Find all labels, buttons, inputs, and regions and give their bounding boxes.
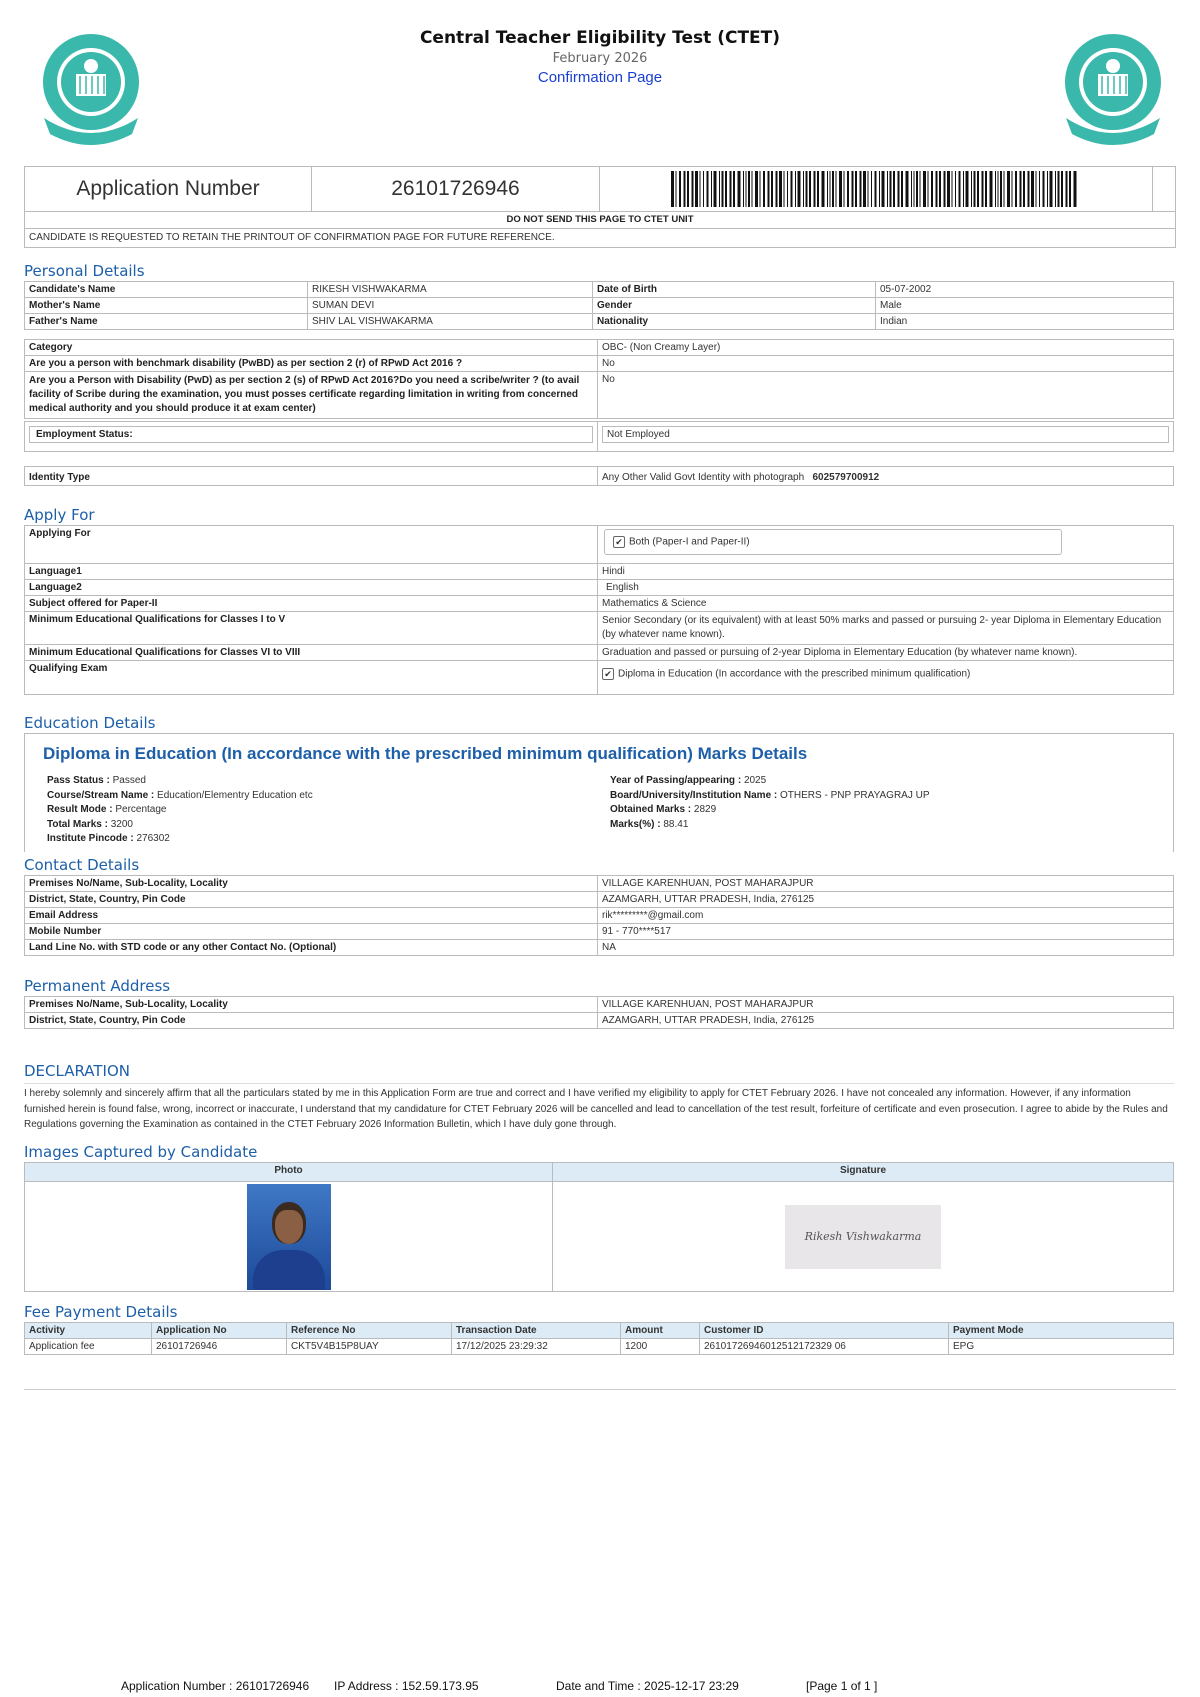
barcode-bar bbox=[971, 171, 972, 207]
education-box bbox=[24, 733, 1174, 852]
barcode-bar bbox=[1004, 171, 1005, 207]
education-field-value: Passed bbox=[112, 775, 146, 786]
barcode-bar bbox=[787, 171, 788, 207]
table-row bbox=[25, 282, 1174, 298]
barcode-bar bbox=[1039, 171, 1040, 207]
barcode-bar bbox=[798, 171, 801, 207]
footer-datetime: Date and Time : 2025-12-17 23:29 bbox=[556, 1679, 739, 1693]
declaration-heading: DECLARATION bbox=[24, 1062, 130, 1080]
education-field-label: Obtained Marks : bbox=[610, 804, 694, 815]
barcode-bar bbox=[1031, 171, 1034, 207]
application-number-value: 26101726946 bbox=[312, 167, 600, 211]
field-value: SUMAN DEVI bbox=[308, 298, 593, 314]
barcode-bar bbox=[1074, 171, 1077, 207]
barcode-bar bbox=[879, 171, 880, 207]
fee-payment-table bbox=[24, 1322, 1174, 1355]
min-qual-6-8-value: Graduation and passed or pursuing of 2-year Diploma in Elementary Education (by whatever name known). bbox=[598, 645, 1174, 661]
images-table bbox=[24, 1162, 1174, 1292]
qualifying-exam-value: Diploma in Education (In accordance with the prescribed minimum qualification) bbox=[618, 668, 971, 680]
barcode-bar bbox=[920, 171, 921, 207]
applying-for-label: Applying For bbox=[25, 526, 598, 564]
barcode-bar bbox=[923, 171, 926, 207]
education-right-column bbox=[610, 774, 1173, 847]
barcode-bar bbox=[730, 171, 732, 207]
field-label: Date of Birth bbox=[593, 282, 876, 298]
education-field-value: Percentage bbox=[115, 804, 167, 815]
table-cell: EPG bbox=[949, 1339, 1174, 1355]
barcode-bar bbox=[871, 171, 872, 207]
field-value: AZAMGARH, UTTAR PRADESH, India, 276125 bbox=[598, 1013, 1174, 1029]
barcode-bar bbox=[893, 171, 895, 207]
education-field bbox=[610, 774, 1173, 789]
field-label: Premises No/Name, Sub-Locality, Locality bbox=[25, 876, 598, 892]
barcode-bar bbox=[906, 171, 909, 207]
barcode-bar bbox=[746, 171, 747, 207]
barcode bbox=[600, 167, 1153, 211]
field-value: rik*********@gmail.com bbox=[598, 908, 1174, 924]
retain-note: CANDIDATE IS REQUESTED TO RETAIN THE PRINTOUT OF CONFIRMATION PAGE FOR FUTURE REFERENCE. bbox=[29, 232, 555, 243]
pwd-label: Are you a Person with Disability (PwD) as per section 2 (s) of RPwD Act 2016?Do you need a scribe/writer ? (to avail facility of Scribe during the examination, you must posses certificate regarding limitation in writing from concerned medical authority and you should produce it at exam center) bbox=[25, 372, 598, 419]
table-cell: 26101726946012512172329 06 bbox=[700, 1339, 949, 1355]
barcode-bar bbox=[939, 171, 941, 207]
barcode-bar bbox=[931, 171, 933, 207]
barcode-bar bbox=[1020, 171, 1022, 207]
education-field-label: Year of Passing/appearing : bbox=[610, 775, 744, 786]
barcode-bar bbox=[844, 171, 845, 207]
education-field-label: Result Mode : bbox=[47, 804, 116, 815]
category-table bbox=[24, 339, 1174, 419]
field-value: 91 - 770****517 bbox=[598, 924, 1174, 940]
table-row bbox=[25, 924, 1174, 940]
table-row bbox=[25, 908, 1174, 924]
barcode-bar bbox=[1028, 171, 1030, 207]
barcode-bar bbox=[995, 171, 996, 207]
min-qual-1-5-value: Senior Secondary (or its equivalent) with at least 50% marks and passed or pursuing 2- year Diploma in Elementary Education (by whatever name known). bbox=[598, 612, 1174, 645]
barcode-bar bbox=[875, 171, 877, 207]
education-field bbox=[47, 789, 610, 804]
barcode-bar bbox=[714, 171, 717, 207]
barcode-bar bbox=[901, 171, 903, 207]
barcode-bar bbox=[944, 171, 946, 207]
pwbd-label: Are you a person with benchmark disability (PwBD) as per section 2 (r) of RPwD Act 2016 ? bbox=[25, 356, 598, 372]
barcode-bar bbox=[1050, 171, 1053, 207]
table-row bbox=[25, 892, 1174, 908]
identity-table bbox=[24, 466, 1174, 486]
field-value: NA bbox=[598, 940, 1174, 956]
field-label: Mobile Number bbox=[25, 924, 598, 940]
declaration-text: I hereby solemnly and sincerely affirm that all the particulars stated by me in this Application Form are true and correct and I have verified my eligibility to apply for CTET February 2026. I have not concealed any information. However, if any information furnished herein is found false, wrong, incorrect or inaccurate, I understand that my candidature for CTET February 2026 will be cancelled and lead to cancellation of the test result, forfeiture of certificate and even prosecution. I agree to abide by the Rules and Regulations governing the Examination as contained in the CTET February 2026 Information Bulletin, which I have duly gone through. bbox=[24, 1083, 1174, 1133]
field-label: Nationality bbox=[593, 314, 876, 330]
personal-details-heading: Personal Details bbox=[24, 262, 145, 280]
table-cell: 1200 bbox=[621, 1339, 700, 1355]
education-field-value: 3200 bbox=[110, 818, 133, 830]
field-value: Male bbox=[876, 298, 1174, 314]
permanent-address-heading: Permanent Address bbox=[24, 977, 171, 995]
exam-title: Central Teacher Eligibility Test (CTET) bbox=[419, 28, 781, 48]
barcode-bar bbox=[748, 171, 750, 207]
contact-table bbox=[24, 875, 1174, 956]
divider bbox=[24, 1389, 1176, 1390]
barcode-bar bbox=[852, 171, 854, 207]
barcode-bar bbox=[711, 171, 712, 207]
photo-label: Photo bbox=[25, 1163, 553, 1182]
education-field-value: 276302 bbox=[136, 833, 170, 844]
barcode-bar bbox=[1007, 171, 1010, 207]
barcode-bar bbox=[707, 171, 709, 207]
barcode-bar bbox=[803, 171, 804, 207]
barcode-bar bbox=[952, 171, 953, 207]
table-row bbox=[25, 298, 1174, 314]
barcode-bar bbox=[963, 171, 964, 207]
barcode-bar bbox=[733, 171, 735, 207]
barcode-bar bbox=[776, 171, 778, 207]
language2-value: English bbox=[598, 580, 1174, 596]
identity-type: Any Other Valid Govt Identity with photograph bbox=[602, 472, 805, 483]
barcode-bar bbox=[700, 171, 701, 207]
barcode-bar bbox=[1043, 171, 1045, 207]
pwbd-value: No bbox=[598, 356, 1174, 372]
field-label: District, State, Country, Pin Code bbox=[25, 1013, 598, 1029]
barcode-bar bbox=[755, 171, 758, 207]
barcode-bar bbox=[959, 171, 961, 207]
column-header: Amount bbox=[621, 1323, 700, 1339]
candidate-signature: Rikesh Vishwakarma bbox=[785, 1205, 941, 1269]
barcode-bar bbox=[806, 171, 808, 207]
barcode-bar bbox=[817, 171, 819, 207]
barcode-bar bbox=[1055, 171, 1056, 207]
education-field-label: Board/University/Institution Name : bbox=[610, 789, 781, 801]
barcode-bar bbox=[830, 171, 831, 207]
column-header: Customer ID bbox=[700, 1323, 949, 1339]
table-row bbox=[25, 997, 1174, 1013]
column-header: Reference No bbox=[287, 1323, 452, 1339]
footer-ip-address: IP Address : 152.59.173.95 bbox=[334, 1679, 479, 1693]
barcode-bar bbox=[863, 171, 866, 207]
column-header: Payment Mode bbox=[949, 1323, 1174, 1339]
barcode-bar bbox=[703, 171, 704, 207]
barcode-bar bbox=[898, 171, 900, 207]
field-value: AZAMGARH, UTTAR PRADESH, India, 276125 bbox=[598, 892, 1174, 908]
table-cell: 17/12/2025 23:29:32 bbox=[452, 1339, 621, 1355]
barcode-bar bbox=[1015, 171, 1017, 207]
table-cell: 26101726946 bbox=[152, 1339, 287, 1355]
signature-label: Signature bbox=[553, 1163, 1174, 1182]
fee-payment-heading: Fee Payment Details bbox=[24, 1303, 178, 1321]
barcode-bar bbox=[827, 171, 828, 207]
applying-for-checkbox[interactable]: ✔ bbox=[613, 536, 625, 548]
pwd-value: No bbox=[598, 372, 1174, 419]
education-title: Diploma in Education (In accordance with the prescribed minimum qualification) Marks Details bbox=[43, 744, 808, 763]
barcode-bar bbox=[882, 171, 885, 207]
barcode-bar bbox=[977, 171, 979, 207]
table-row bbox=[25, 940, 1174, 956]
page-header bbox=[24, 28, 1176, 86]
column-header: Activity bbox=[25, 1323, 152, 1339]
field-label: Land Line No. with STD code or any other Contact No. (Optional) bbox=[25, 940, 598, 956]
barcode-bar bbox=[671, 171, 674, 207]
education-field-value: 2025 bbox=[743, 775, 767, 786]
field-value: RIKESH VISHWAKARMA bbox=[308, 282, 593, 298]
table-row bbox=[25, 876, 1174, 892]
barcode-bar bbox=[684, 171, 686, 207]
application-box bbox=[24, 166, 1176, 248]
application-number-label: Application Number bbox=[25, 167, 312, 211]
barcode-bar bbox=[847, 171, 849, 207]
barcode-bar bbox=[966, 171, 969, 207]
do-not-send-notice: DO NOT SEND THIS PAGE TO CTET UNIT bbox=[25, 212, 1175, 229]
qualifying-exam-checkbox[interactable]: ✔ bbox=[602, 668, 614, 680]
field-label: Gender bbox=[593, 298, 876, 314]
barcode-bar bbox=[692, 171, 694, 207]
education-field-label: Course/Stream Name : bbox=[47, 789, 158, 801]
column-header: Application No bbox=[152, 1323, 287, 1339]
barcode-bar bbox=[974, 171, 976, 207]
barcode-bar bbox=[955, 171, 956, 207]
footer-application-number: Application Number : 26101726946 bbox=[121, 1679, 310, 1693]
images-heading: Images Captured by Candidate bbox=[24, 1143, 258, 1161]
education-field-label: Total Marks : bbox=[47, 818, 111, 830]
permanent-table bbox=[24, 996, 1174, 1029]
barcode-bar bbox=[1069, 171, 1071, 207]
barcode-bar bbox=[679, 171, 681, 207]
barcode-bar bbox=[725, 171, 727, 207]
barcode-bar bbox=[791, 171, 793, 207]
field-value: Indian bbox=[876, 314, 1174, 330]
barcode-bar bbox=[832, 171, 834, 207]
barcode-bar bbox=[928, 171, 929, 207]
barcode-bar bbox=[771, 171, 773, 207]
field-label: Mother's Name bbox=[25, 298, 308, 314]
barcode-bar bbox=[1047, 171, 1048, 207]
field-label: Father's Name bbox=[25, 314, 308, 330]
barcode-bar bbox=[752, 171, 753, 207]
barcode-bar bbox=[1066, 171, 1068, 207]
employment-table bbox=[24, 421, 1174, 452]
barcode-bar bbox=[784, 171, 785, 207]
category-value: OBC- (Non Creamy Layer) bbox=[598, 340, 1174, 356]
barcode-bar bbox=[936, 171, 938, 207]
table-cell: CKT5V4B15P8UAY bbox=[287, 1339, 452, 1355]
barcode-bar bbox=[868, 171, 869, 207]
education-field bbox=[47, 803, 610, 818]
field-value: SHIV LAL VISHWAKARMA bbox=[308, 314, 593, 330]
barcode-bar bbox=[916, 171, 918, 207]
barcode-bar bbox=[738, 171, 741, 207]
barcode-bar bbox=[911, 171, 912, 207]
qualifying-exam-label: Qualifying Exam bbox=[25, 661, 598, 695]
education-details-heading: Education Details bbox=[24, 714, 156, 732]
applying-for-value: Both (Paper-I and Paper-II) bbox=[629, 536, 750, 548]
field-label: Premises No/Name, Sub-Locality, Locality bbox=[25, 997, 598, 1013]
education-field-label: Marks(%) : bbox=[610, 818, 664, 830]
exam-session: February 2026 bbox=[552, 51, 648, 66]
education-field bbox=[610, 789, 1173, 804]
barcode-bar bbox=[695, 171, 698, 207]
barcode-bar bbox=[768, 171, 770, 207]
candidate-photo bbox=[247, 1184, 331, 1290]
education-field-value: Education/Elementry Education etc bbox=[157, 789, 313, 801]
education-field-label: Institute Pincode : bbox=[47, 833, 137, 844]
barcode-bar bbox=[779, 171, 782, 207]
barcode-bar bbox=[822, 171, 825, 207]
barcode-bar bbox=[890, 171, 892, 207]
barcode-bar bbox=[760, 171, 761, 207]
table-row bbox=[25, 314, 1174, 330]
language1-value: Hindi bbox=[598, 564, 1174, 580]
barcode-bar bbox=[985, 171, 987, 207]
education-field-value: 2829 bbox=[693, 804, 717, 815]
barcode-bar bbox=[687, 171, 689, 207]
education-field-value: 88.41 bbox=[663, 818, 689, 830]
barcode-bar bbox=[887, 171, 888, 207]
barcode-bar bbox=[1058, 171, 1060, 207]
barcode-bar bbox=[795, 171, 796, 207]
barcode-bar bbox=[839, 171, 842, 207]
education-field bbox=[610, 803, 1173, 818]
education-field bbox=[47, 832, 610, 847]
barcode-bar bbox=[914, 171, 915, 207]
personal-details-table bbox=[24, 281, 1174, 330]
page-name: Confirmation Page bbox=[537, 69, 663, 86]
barcode-bar bbox=[1012, 171, 1013, 207]
barcode-bar bbox=[722, 171, 724, 207]
language1-label: Language1 bbox=[25, 564, 598, 580]
contact-details-heading: Contact Details bbox=[24, 856, 140, 874]
apply-for-table bbox=[24, 525, 1174, 695]
field-value: 05-07-2002 bbox=[876, 282, 1174, 298]
barcode-bar bbox=[998, 171, 999, 207]
table-cell: Application fee bbox=[25, 1339, 152, 1355]
footer-page-number: [Page 1 of 1 ] bbox=[806, 1679, 878, 1693]
field-value: VILLAGE KARENHUAN, POST MAHARAJPUR bbox=[598, 997, 1174, 1013]
barcode-bar bbox=[763, 171, 765, 207]
education-field-label: Pass Status : bbox=[47, 775, 113, 786]
barcode-bar bbox=[860, 171, 862, 207]
min-qual-6-8-label: Minimum Educational Qualifications for Classes VI to VIII bbox=[25, 645, 598, 661]
barcode-bar bbox=[836, 171, 837, 207]
field-label: Email Address bbox=[25, 908, 598, 924]
barcode-bar bbox=[990, 171, 993, 207]
education-field bbox=[610, 818, 1173, 833]
barcode-bar bbox=[1036, 171, 1037, 207]
category-label: Category bbox=[25, 340, 598, 356]
education-field bbox=[47, 818, 610, 833]
subject-value: Mathematics & Science bbox=[598, 596, 1174, 612]
employment-value: Not Employed bbox=[602, 426, 1169, 443]
employment-label: Employment Status: bbox=[29, 426, 593, 443]
barcode-bar bbox=[982, 171, 984, 207]
barcode-bar bbox=[743, 171, 744, 207]
barcode-bar bbox=[1000, 171, 1002, 207]
barcode-bar bbox=[947, 171, 950, 207]
table-row bbox=[25, 1013, 1174, 1029]
barcode-bar bbox=[809, 171, 811, 207]
barcode-bar bbox=[1061, 171, 1063, 207]
min-qual-1-5-label: Minimum Educational Qualifications for Classes I to V bbox=[25, 612, 598, 645]
identity-number: 602579700912 bbox=[812, 472, 880, 483]
field-label: Candidate's Name bbox=[25, 282, 308, 298]
field-label: District, State, Country, Pin Code bbox=[25, 892, 598, 908]
education-field-value: OTHERS - PNP PRAYAGRAJ UP bbox=[780, 789, 930, 801]
column-header: Transaction Date bbox=[452, 1323, 621, 1339]
barcode-bar bbox=[1023, 171, 1025, 207]
education-field bbox=[47, 774, 610, 789]
barcode-bar bbox=[676, 171, 677, 207]
table-row bbox=[25, 1339, 1174, 1355]
barcode-bar bbox=[719, 171, 720, 207]
apply-for-heading: Apply For bbox=[24, 506, 95, 524]
education-left-column bbox=[47, 774, 610, 847]
barcode-bar bbox=[855, 171, 857, 207]
identity-label: Identity Type bbox=[25, 467, 598, 486]
language2-label: Language2 bbox=[25, 580, 598, 596]
field-value: VILLAGE KARENHUAN, POST MAHARAJPUR bbox=[598, 876, 1174, 892]
subject-label: Subject offered for Paper-II bbox=[25, 596, 598, 612]
barcode-bar bbox=[814, 171, 816, 207]
